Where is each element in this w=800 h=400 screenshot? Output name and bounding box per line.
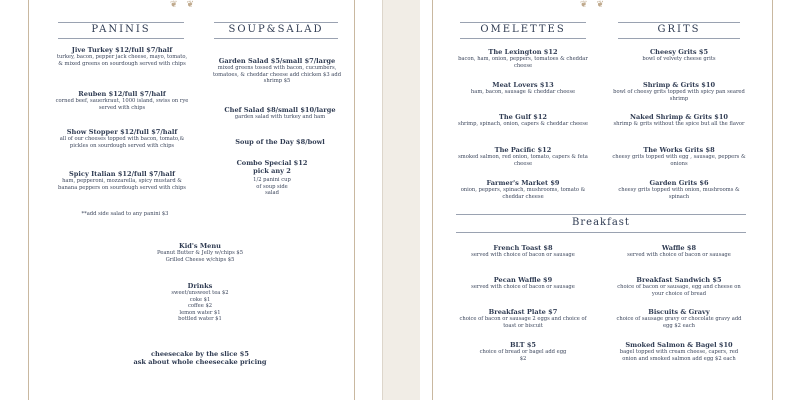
item-name: Biscuits & Gravy [648, 308, 710, 316]
item-desc: shrimp, spinach, onion, capers & cheddar cheese [458, 121, 588, 127]
item-desc: choice of sausage gravy or chocolate gravy add egg $2 each [616, 316, 742, 329]
kids-title: Kid's Menu [179, 242, 221, 250]
item-desc: bagel topped with cream cheese, capers, red onion and smoked salmon add egg $2 each [619, 349, 739, 362]
item-name: The Pacific $12 [494, 146, 552, 154]
item-desc: choice of bacon or sausage 2 eggs and choice of toast or biscuit [459, 316, 587, 329]
menu-item [54, 90, 190, 111]
item-name: French Toast $8 [493, 244, 553, 252]
menu-item [212, 57, 342, 85]
menu-item [456, 276, 590, 291]
border-line [28, 0, 29, 400]
menu-item [456, 48, 590, 69]
item-name: Cheesy Grits $5 [649, 48, 709, 56]
section-title-soup-salad: SOUP&SALAD [228, 24, 324, 35]
item-desc: 1/2 panini cup of soup side salad [253, 177, 291, 197]
kids-menu [140, 242, 260, 263]
dessert-line: ask about whole cheesecake pricing [133, 358, 267, 366]
drink-line: sweet/unsweet tea $2 [171, 290, 229, 296]
drink-line: lemon water $1 [179, 309, 221, 316]
item-desc: turkey, bacon, pepper jack cheese, mayo, tomato, & mixed greens on sourdough served with chips [56, 54, 188, 67]
item-name: Jive Turkey $12/full $7/half [71, 46, 173, 54]
menu-item [612, 48, 746, 63]
menu-item [54, 170, 190, 191]
section-rule [460, 22, 586, 23]
menu-item [456, 113, 590, 128]
menu-item [212, 138, 348, 146]
menu-page-left [0, 0, 383, 400]
item-desc: all of our cheeses topped with bacon, tomato,& pickles on sourdough served with chips [59, 136, 185, 149]
ornament-icon: ❦ ❦ [580, 0, 607, 10]
item-name: Chef Salad $8/small $10/large [224, 106, 336, 114]
menu-item [456, 146, 590, 167]
menu-item [612, 146, 746, 167]
item-desc: ham, pepperoni, mozzarella, spicy mustard & banana peppers on sourdough served with chips [58, 178, 186, 191]
section-rule [214, 22, 338, 23]
item-name: The Works Grits $8 [643, 146, 715, 154]
menu-item [612, 81, 746, 102]
menu-item [476, 341, 570, 362]
item-name: Naked Shrimp & Grits $10 [629, 113, 729, 121]
item-subtitle: pick any 2 [253, 167, 291, 175]
section-title-omelettes: OMELETTES [480, 24, 566, 35]
menu-item [212, 106, 348, 121]
dessert-line: cheesecake by the slice $5 [151, 350, 249, 358]
item-desc: corned beef, sauerkraut, 1000 island, swiss on rye served with chips [55, 98, 189, 111]
menu-item [54, 46, 190, 67]
section-title-breakfast: Breakfast [572, 217, 630, 228]
item-desc: shrimp & grits without the spice but all the flavor [613, 121, 745, 127]
kids-line: Peanut Butter & Jelly w/chips $5 [157, 250, 243, 256]
item-desc: served with choice of bacon or sausage [627, 252, 731, 258]
ornament-icon: ❦ ❦ [170, 0, 197, 10]
drink-line: coke $1 [189, 296, 211, 303]
section-rule [618, 22, 740, 23]
section-rule [58, 22, 184, 23]
section-title-grits: GRITS [657, 24, 701, 35]
menu-item [612, 341, 746, 362]
menu-item [612, 276, 746, 297]
item-name: Farmer's Market $9 [486, 179, 560, 187]
kids-line: Grilled Cheese w/chips $5 [165, 256, 235, 263]
section-title-paninis: PANINIS [91, 24, 151, 35]
menu-item [456, 81, 590, 96]
item-name: The Gulf $12 [498, 113, 548, 121]
item-desc: served with choice of bacon or sausage [471, 252, 575, 258]
item-name: The Lexington $12 [488, 48, 558, 56]
item-desc: bowl of velvety cheese grits [642, 56, 716, 62]
menu-item [212, 159, 332, 197]
section-rule [456, 214, 746, 215]
menu-item [612, 179, 746, 200]
item-desc: cheesy grits topped with egg , sausage, peppers & onions [612, 154, 746, 167]
item-name: Pecan Waffle $9 [493, 276, 553, 284]
item-name: Smoked Salmon & Bagel $10 [625, 341, 733, 349]
item-name: Meat Lovers $13 [492, 81, 554, 89]
item-desc: onion, peppers, spinach, mushrooms, tomato & cheddar cheese [460, 187, 586, 200]
section-rule [618, 38, 740, 39]
section-rule [456, 232, 746, 233]
menu-item [456, 179, 590, 200]
menu-item [612, 113, 746, 128]
menu-item [456, 244, 590, 259]
section-rule [58, 38, 184, 39]
item-name: Spicy Italian $12/full $7/half [69, 170, 175, 178]
item-desc: bacon, ham, onion, peppers, tomatoes & cheddar cheese [458, 56, 588, 69]
drink-line: coffee $2 [187, 303, 213, 310]
item-name: Breakfast Plate $7 [488, 308, 558, 316]
item-desc: cheesy grits topped with onion, mushrooms & spinach [618, 187, 740, 200]
drinks-menu [140, 282, 260, 323]
menu-item [456, 308, 590, 329]
item-desc: mixed greens tossed with bacon, cucumbers, tomatoes, & cheddar cheese add chicken $3 add shrimp $5 [212, 65, 342, 85]
item-name: Garden Salad $5/small $7/large [218, 57, 336, 65]
item-name: Show Stopper $12/full $7/half [66, 128, 178, 136]
dessert [120, 350, 280, 366]
item-name: Garden Grits $6 [649, 179, 709, 187]
section-rule [460, 38, 586, 39]
item-name: Shrimp & Grits $10 [642, 81, 716, 89]
item-name: Waffle $8 [661, 244, 697, 252]
border-line [354, 0, 355, 400]
panini-note: **add side salad to any panini $3 [81, 211, 169, 217]
border-line [772, 0, 773, 400]
item-desc: bowl of cheesy grits topped with spicy pan seared shrimp [613, 89, 745, 102]
item-desc: ham, bacon, sausage & cheddar cheese [470, 89, 576, 95]
item-name: BLT $5 [509, 341, 537, 349]
item-name: Combo Special $12 [236, 159, 308, 167]
border-line [432, 0, 433, 400]
menu-item [54, 128, 190, 149]
item-desc: garden salad with turkey and ham [234, 114, 326, 120]
item-desc: served with choice of bacon or sausage [471, 284, 575, 290]
drinks-title: Drinks [187, 282, 213, 290]
menu-item [612, 244, 746, 259]
section-rule [214, 38, 338, 39]
menu-page-right [420, 0, 800, 400]
item-desc: choice of bread or bagel add egg $2 [479, 349, 567, 362]
item-name: Breakfast Sandwich $5 [636, 276, 722, 284]
menu-item [612, 308, 746, 329]
item-desc: choice of bacon or sausage, egg and cheese on your choice of bread [617, 284, 741, 297]
item-name: Soup of the Day $8/bowl [235, 138, 325, 146]
item-desc: smoked salmon, red onion, tomato, capers & feta cheese [458, 154, 588, 167]
drink-line: bottled water $1 [178, 316, 222, 323]
item-name: Reuben $12/full $7/half [78, 90, 166, 98]
